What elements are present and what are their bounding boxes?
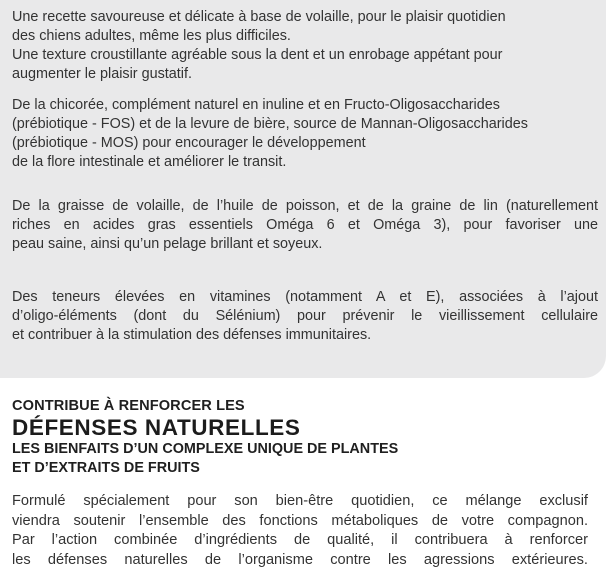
text-line: les défenses naturelles de l’organisme contre les agressions extérieures. xyxy=(12,551,588,568)
text-line: (prébiotique - MOS) pour encourager le développement xyxy=(12,135,366,151)
heading-kicker: CONTRIBUE À RENFORCER LES xyxy=(12,398,245,414)
text-line: Une recette savoureuse et délicate à base de volaille, pour le plaisir quotidien xyxy=(12,9,506,25)
paragraph-prebiotics xyxy=(12,96,598,172)
text-line: de la flore intestinale et améliorer le transit. xyxy=(12,154,287,170)
text-line: riches en acides gras essentiels Oméga 6 et Oméga 3), pour favoriser une xyxy=(12,217,598,233)
text-line: (prébiotique - FOS) et de la levure de bière, source de Mannan-Oligosaccharides xyxy=(12,116,528,132)
text-line: des chiens adultes, même les plus difficiles. xyxy=(12,28,291,44)
text-line: Formulé spécialement pour son bien-être quotidien, ce mélange exclusif xyxy=(12,493,588,509)
heading-title: DÉFENSES NATURELLES xyxy=(12,415,301,440)
text-line: peau saine, ainsi qu’un pelage brillant et soyeux. xyxy=(12,236,323,252)
text-line: Des teneurs élevées en vitamines (notamment A et E), associées à l’ajout xyxy=(12,289,598,305)
text-line: augmenter le plaisir gustatif. xyxy=(12,66,192,82)
text-line: d’oligo-éléments (dont du Sélénium) pour prévenir le vieillissement cellulaire xyxy=(12,308,598,324)
text-line: Par l’action combinée d’ingrédients de qualité, il contribuera à renforcer xyxy=(12,532,588,548)
defenses-heading xyxy=(12,397,598,478)
paragraph-vitamins xyxy=(12,288,598,345)
text-line: De la chicorée, complément naturel en inuline et en Fructo-Oligosaccharides xyxy=(12,97,500,113)
paragraph-omega xyxy=(12,197,598,254)
text-line: Une texture croustillante agréable sous la dent et un enrobage appétant pour xyxy=(12,47,503,63)
text-line: De la graisse de volaille, de l’huile de poisson, et de la graine de lin (naturellement xyxy=(12,198,598,214)
heading-subtitle-1: LES BIENFAITS D’UN COMPLEXE UNIQUE DE PLANTES xyxy=(12,441,399,457)
text-line: viendra soutenir l’ensemble des fonctions métaboliques de votre compagnon. xyxy=(12,512,588,529)
paragraph-recipe xyxy=(12,8,598,84)
text-line: et contribuer à la stimulation des défenses immunitaires. xyxy=(12,327,372,343)
paragraph-defenses xyxy=(12,492,588,570)
heading-subtitle-2: ET D’EXTRAITS DE FRUITS xyxy=(12,460,200,476)
